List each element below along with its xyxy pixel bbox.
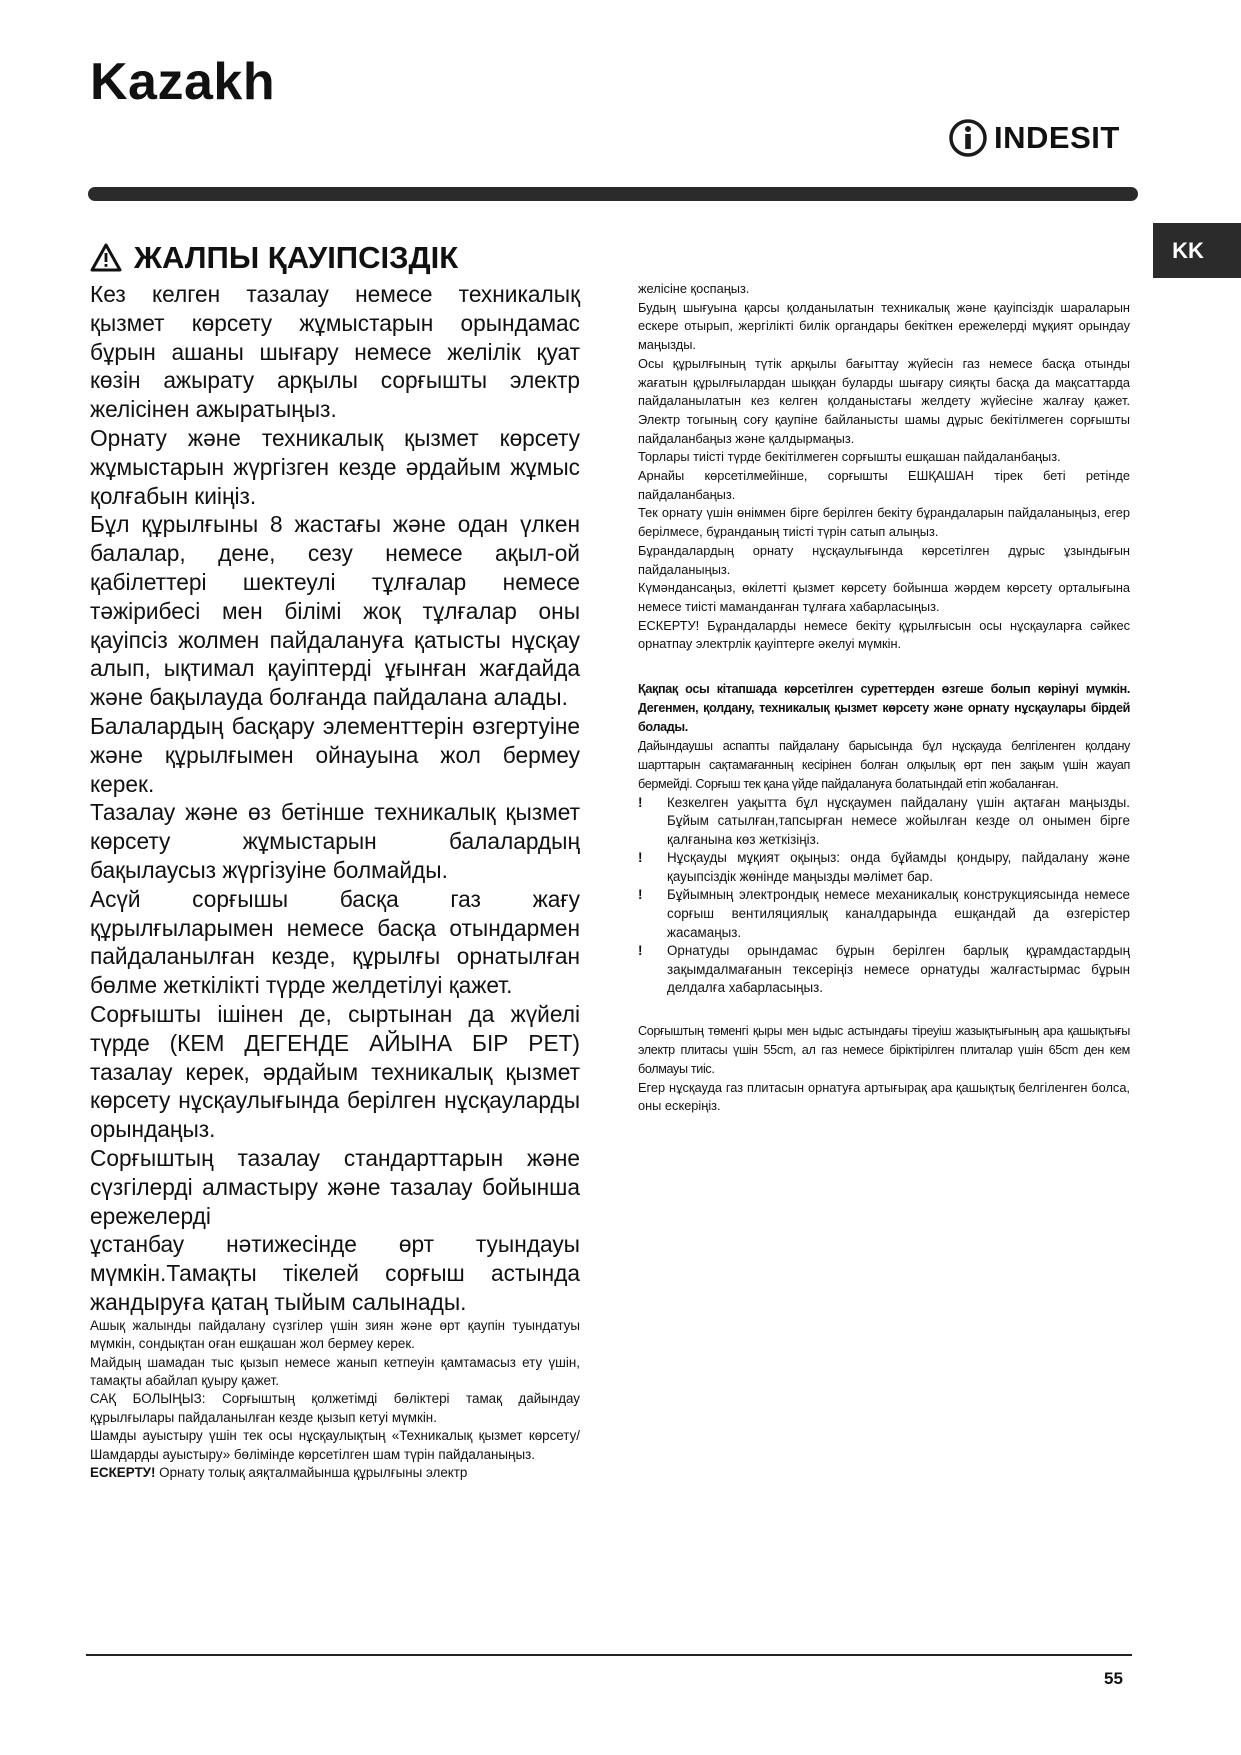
list-item	[638, 849, 1130, 886]
exclamation-icon: !	[638, 943, 643, 959]
right-column	[638, 280, 1130, 1116]
brand-logo	[948, 118, 1120, 158]
paragraph: Күмәндансаңыз, өкілетті қызмет көрсету бойынша жәрдем көрсету орталығына немесе тиісті маманданған тұлғаға хабарласыңыз.	[638, 580, 1130, 614]
paragraph: Торлары тиісті түрде бекітілмеген сорғышты ешқашан пайдаланбаңыз.	[638, 449, 1061, 465]
warning-item-text: Бұйымның электрондық немесе механикалық конструкциясында немесе сорғыш вентиляциялық каналдарында ешқандай да өзгерістер жасамаңыз.	[667, 887, 1130, 940]
brand-name: INDESIT	[994, 120, 1120, 155]
paragraph: Осы құрылғының түтік арқылы бағыттау жүйесін газ немесе басқа отынды жағатын құрылғылардан шыққан буларды шығару сияқты басқа да мақсаттарда пайдаланылатын кез келген қолданыстағы желдету жүйесіне жалғау қажет. Электр тогының соғу қаупіне байланысты шамы дұрыс бекітілмеген сорғышты пайдаланбаңыз және қалдырмаңыз.	[638, 355, 1130, 446]
paragraph: Балалардың басқару элементтерін өзгертуіне және құрылғымен ойнауына жол бермеу керек.	[90, 712, 580, 797]
paragraph: САҚ БОЛЫҢЫЗ: Сорғыштың қолжетімді бөліктері тамақ дайындау құрылғылары пайдаланылған кезде қызып кетуі мүмкін.	[90, 1391, 580, 1425]
paragraph: Сорғыштың тазалау стандарттарын және сүзгілерді алмастыру және тазалау бойынша ережелерді	[90, 1144, 580, 1229]
distance-note: Сорғыштың төменгі қыры мен ыдыс астындағы тіреуіш жазықтығының ара қашықтығы электр плитасы үшін 55cm, ал газ немесе біріктірілген плиталар үшін 65cm ден кем болмауы тиіс.	[638, 1024, 1130, 1076]
warning-triangle-icon	[90, 243, 122, 273]
list-item	[638, 942, 1130, 998]
warning-item-text: Нұсқауды мұқият оқыңыз: онда бұйамды қондыру, пайдалану және қауыпсіздік жөнінде маңызды мәлімет бар.	[667, 850, 1130, 884]
left-column	[90, 280, 580, 1482]
language-tab: KK	[1153, 223, 1241, 278]
bold-notice: Қақпақ осы кітапшада көрсетілген суреттерден өзгеше болып көрінуі мүмкін. Дегенмен, қолдану, техникалық қызмет көрсету және орнату нұсқаулары бірдей болады.	[638, 682, 1130, 734]
warning-text: Орнату толық аяқталмайынша құрылғыны электр	[155, 1464, 468, 1480]
paragraph: Тек орнату үшін өніммен бірге берілген бекіту бұрандаларын пайдаланыңыз, егер берілмесе, бұранданың тиісті түрін сатып алыңыз.	[638, 505, 1130, 540]
paragraph: Асүй сорғышы басқа газ жағу құрылғыларымен немесе басқа отындармен пайдаланылған кезде, құрылғы орнатылған бөлме жеткілікті түрде желдетілуі қажет.	[90, 885, 580, 999]
paragraph: Бұрандалардың орнату нұсқаулығында көрсетілген дұрыс ұзындығын пайдаланыңыз.	[638, 542, 1130, 577]
section-heading-text: ЖАЛПЫ ҚАУІПСІЗДІК	[134, 240, 459, 275]
paragraph: Сорғышты ішінен де, сыртынан да жүйелі түрде (КЕМ ДЕГЕНДЕ АЙЫНА БІР РЕТ) тазалау керек, әрдайым техникалық қызмет көрсету нұсқаулығында берілген нұсқауларды орындаңыз.	[90, 1000, 580, 1143]
paragraph: Орнату және техникалық қызмет көрсету жұмыстарын жүргізген кезде әрдайым жұмыс қолғабын киіңіз.	[90, 424, 580, 509]
list-item	[638, 886, 1130, 942]
warning-list	[638, 794, 1130, 999]
warning-item-text: Кезкелген уақытта бұл нұсқаумен пайдалану үшін ақтаған маңызды. Бұйым сатылған,тапсырған немесе жойылған кезде ол онымен бірге қалғанына көз жеткізіңіз.	[667, 794, 1130, 847]
exclamation-icon: !	[638, 887, 643, 903]
language-title: Kazakh	[90, 53, 276, 111]
exclamation-icon: !	[638, 794, 643, 810]
paragraph: Бұл құрылғыны 8 жастағы және одан үлкен балалар, дене, сезу немесе ақыл-ой қабілеттері шектеулі тұлғалар немесе тәжірибесі мен білімі жоқ тұлғалар оны қауіпсіз жолмен пайдалануға қатысты нұсқау алып, ықтимал қауіптерді ұғынған жағдайда және бақылауда болғанда пайдалана алады.	[90, 511, 580, 711]
paragraph: Егер нұсқауда газ плитасын орнатуға артығырақ ара қашықтық белгіленген болса, оны ескеріңіз.	[638, 1079, 1130, 1114]
page-number: 55	[1104, 1669, 1123, 1688]
header-divider	[88, 187, 1138, 201]
warning-label: ЕСКЕРТУ!	[90, 1464, 156, 1480]
warning-paragraph	[90, 1464, 580, 1482]
footer-divider	[86, 1654, 1132, 1656]
paragraph: ЕСКЕРТУ! Бұрандаларды немесе бекіту құрылғысын осы нұсқауларға сәйкес орнатпау электрлік қауіптерге әкелуі мүмкін.	[638, 617, 1130, 652]
paragraph: Шамды ауыстыру үшін тек осы нұсқаулықтың «Техникалық қызмет көрсету/Шамдарды ауыстыру» бөлімінде көрсетілген шам түрін пайдаланыңыз.	[90, 1428, 580, 1462]
list-item	[638, 794, 1130, 850]
section-heading	[90, 240, 458, 276]
paragraph: Майдың шамадан тыс қызып немесе жанып кетпеуін қамтамасыз ету үшін, тамақты абайлап қуыру қажет.	[90, 1354, 580, 1388]
paragraph: Кез келген тазалау немесе техникалық қызмет көрсету жұмыстарын орындамас бұрын ашаны шығару немесе желілік қуат көзін ажырату арқылы сорғышты электр желісінен ажыратыңыз.	[90, 281, 580, 423]
exclamation-icon: !	[638, 850, 643, 866]
paragraph: Будың шығуына қарсы қолданылатын техникалық және қауіпсіздік шараларын ескере отырып, жергілікті билік органдары бекіткен ережелерді мұқият орындау маңызды.	[638, 299, 1130, 353]
paragraph: Арнайы көрсетілмейінше, сорғышты ЕШҚАШАН тірек беті ретінде пайдаланбаңыз.	[638, 468, 1130, 502]
paragraph: ұстанбау нәтижесінде өрт туындауы мүмкін.Тамақты тікелей сорғыш астында жандыруға қатаң тыйым салынады.	[90, 1231, 580, 1315]
paragraph: Ашық жалынды пайдалану сүзгілер үшін зиян және өрт қаупін туындатуы мүмкін, сондықтан оған ешқашан жол бермеу керек.	[90, 1317, 580, 1352]
paragraph: Тазалау және өз бетінше техникалық қызмет көрсету жұмыстарын балалардың бақылаусыз жүргізуіне болмайды.	[90, 799, 580, 883]
warning-item-text: Орнатуды орындамас бұрын берілген барлық құрамдастардың зақымдалмағанын тексеріңіз немесе орнатуды жалғастырмас бұрын делдалға хабарласыңыз.	[667, 943, 1130, 996]
indesit-logo-icon	[948, 118, 988, 158]
manufacturer-note: Дайындаушы аспапты пайдалану барысында бұл нұсқауда белгіленген қолдану шарттарын сақтамағанның кесірінен болған олқылық өрт пен зақым үшін жауап бермейді. Сорғыш тек қана үйде пайдалануға болатындай етіп жобаланған.	[638, 738, 1130, 791]
paragraph: желісіне қоспаңыз.	[638, 281, 750, 296]
